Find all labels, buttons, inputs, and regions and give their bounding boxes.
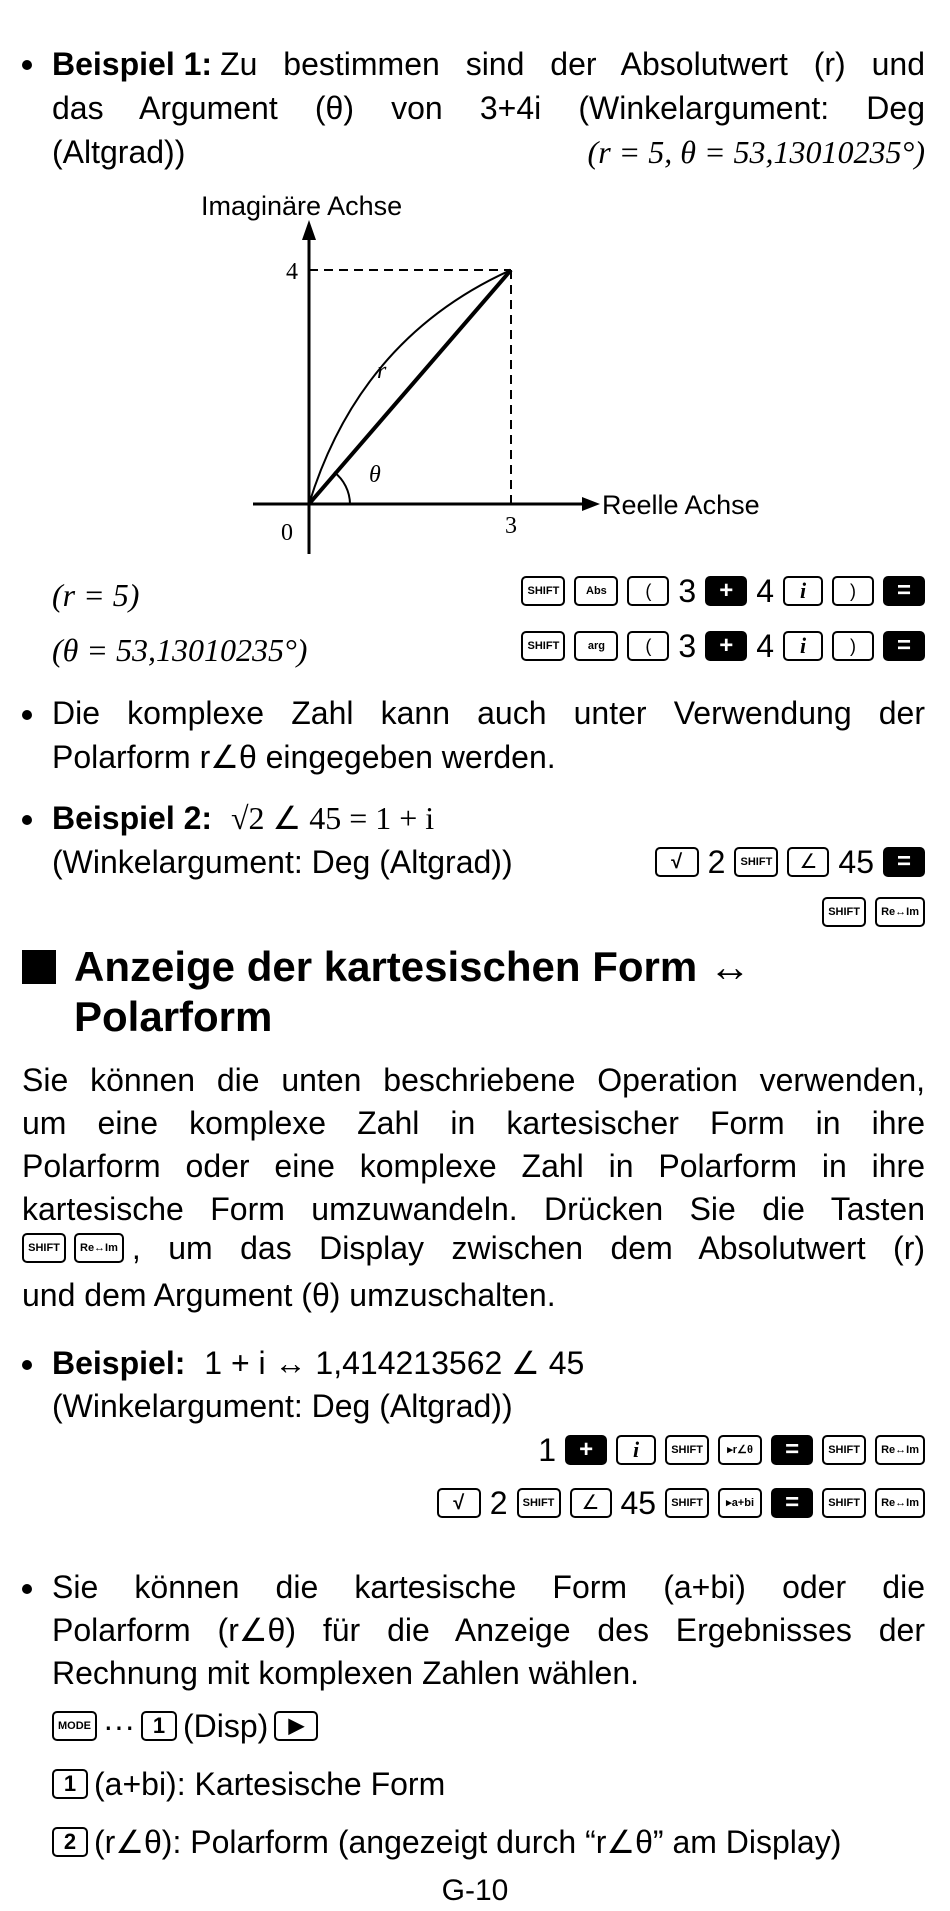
open-paren-key[interactable]: (	[627, 576, 669, 606]
i-key[interactable]: i	[616, 1435, 656, 1465]
open-paren-key[interactable]: (	[627, 631, 669, 661]
intro-line2: um eine komplexe Zahl in kartesischer Form in ihre	[22, 1105, 925, 1141]
example1-text1: Zu bestimmen sind der Absolutwert (r) und	[220, 46, 925, 82]
example3-keys-row1	[538, 1434, 925, 1466]
example3-line2: (Winkelargument: Deg (Altgrad))	[52, 1388, 513, 1424]
i-key[interactable]: i	[783, 631, 823, 661]
r-label: r	[377, 358, 387, 384]
shift-key[interactable]: SHIFT	[822, 897, 866, 927]
intro-line3: Polarform oder eine komplexe Zahl in Polarform in ihre	[22, 1148, 925, 1184]
sqrt-key[interactable]: √	[437, 1488, 481, 1518]
bullet-dot	[22, 1584, 32, 1594]
theta-label: θ	[369, 462, 381, 488]
bullet-dot	[22, 1360, 32, 1370]
option-1-text: (a+bi): Kartesische Form	[94, 1766, 446, 1802]
example1-line3: (Altgrad))	[52, 134, 186, 170]
example2-keys-row2	[822, 897, 925, 927]
y-axis-label: Imaginäre Achse	[201, 191, 403, 221]
y-axis-arrow	[302, 220, 316, 240]
bullet-dot	[22, 815, 32, 825]
option-2-text: (r∠θ): Polarform (angezeigt durch “r∠θ” am Display)	[94, 1824, 842, 1860]
abs-key[interactable]: Abs	[574, 576, 618, 606]
digit-3: 3	[678, 628, 697, 664]
example1-label: Beispiel 1:	[52, 46, 213, 82]
digit-2: 2	[489, 1485, 508, 1521]
number-45: 45	[838, 844, 874, 880]
close-paren-key[interactable]: )	[832, 576, 874, 606]
re-im-key[interactable]: Re↔Im	[875, 897, 925, 927]
digit-4: 4	[756, 628, 774, 664]
polar-line2: Polarform r∠θ eingegeben werden.	[52, 739, 556, 775]
plus-key[interactable]: +	[705, 631, 747, 661]
plus-key[interactable]: +	[705, 576, 747, 606]
equals-key[interactable]: =	[883, 576, 925, 606]
equals-key[interactable]: =	[883, 847, 925, 877]
plus-key[interactable]: +	[565, 1435, 607, 1465]
shift-key[interactable]: SHIFT	[521, 631, 565, 661]
example2-keys-row1	[655, 846, 925, 878]
to-polar-key[interactable]: ▸r∠θ	[718, 1435, 762, 1465]
intro-line6: und dem Argument (θ) umzuschalten.	[22, 1277, 556, 1313]
intro-line1: Sie können die unten beschriebene Operation verwenden,	[22, 1062, 925, 1098]
section-title-line1: Anzeige der kartesischen Form ↔	[74, 943, 751, 990]
shift-key[interactable]: SHIFT	[517, 1488, 561, 1518]
example2-formula: √2 ∠ 45 = 1 + i	[230, 800, 435, 836]
x-axis-label: Reelle Achse	[602, 490, 760, 520]
keys-abs-row	[521, 575, 925, 607]
x-axis-arrow	[582, 497, 600, 511]
number-45: 45	[620, 1485, 657, 1521]
to-rect-key[interactable]: ▸a+bi	[718, 1488, 762, 1518]
angle-key[interactable]: ∠	[570, 1488, 612, 1518]
digit-2: 2	[707, 844, 726, 880]
example3-keys-row2	[437, 1487, 925, 1519]
example3-label: Beispiel:	[52, 1345, 186, 1381]
mode-option-2	[52, 1826, 841, 1858]
example2-label: Beispiel 2:	[52, 800, 213, 836]
key-1[interactable]: 1	[141, 1711, 177, 1741]
intro-line5-text: , um das Display zwischen dem Absolutwert (r)	[131, 1230, 925, 1266]
ellipsis-dots: ···	[103, 1708, 135, 1744]
display-line1: Sie können die kartesische Form (a+bi) oder die	[52, 1569, 925, 1605]
key-2[interactable]: 2	[52, 1827, 88, 1857]
result-theta: (θ = 53,13010235°)	[52, 632, 308, 668]
origin-label: 0	[281, 520, 293, 546]
re-im-key[interactable]: Re↔Im	[74, 1233, 124, 1263]
example2-line1	[52, 802, 434, 834]
example2-line2: (Winkelargument: Deg (Altgrad))	[52, 844, 513, 880]
section-title-line2: Polarform	[74, 993, 273, 1040]
right-arrow-key[interactable]: ▶	[274, 1711, 318, 1741]
theta-arc	[334, 472, 350, 504]
page-number: G-10	[441, 1874, 509, 1907]
polar-line1: Die komplexe Zahl kann auch unter Verwendung der	[52, 695, 925, 731]
digit-3: 3	[678, 573, 697, 609]
example1-result: (r = 5, θ = 53,13010235°)	[587, 134, 925, 170]
i-key[interactable]: i	[783, 576, 823, 606]
digit-4: 4	[756, 573, 774, 609]
example1-line2: das Argument (θ) von 3+4i (Winkelargument: Deg	[52, 90, 925, 126]
equals-key[interactable]: =	[771, 1488, 813, 1518]
mode-option-1	[52, 1768, 445, 1800]
intro-line4: kartesische Form umzuwandeln. Drücken Sie die Tasten	[22, 1191, 925, 1227]
digit-1: 1	[538, 1432, 557, 1468]
equals-key[interactable]: =	[771, 1435, 813, 1465]
disp-label: (Disp)	[182, 1708, 269, 1744]
shift-key[interactable]: SHIFT	[665, 1435, 709, 1465]
example1-line1	[52, 48, 925, 80]
intro-line5	[22, 1232, 925, 1264]
vector-r	[309, 270, 511, 504]
shift-key[interactable]: SHIFT	[734, 847, 778, 877]
example3-formula: 1 + i ↔ 1,414213562 ∠ 45	[204, 1345, 585, 1381]
x-tick-label: 3	[505, 513, 517, 539]
keys-arg-row	[521, 630, 925, 662]
shift-key[interactable]: SHIFT	[22, 1233, 66, 1263]
close-paren-key[interactable]: )	[832, 631, 874, 661]
mode-sequence	[52, 1710, 318, 1742]
arg-key[interactable]: arg	[574, 631, 618, 661]
mode-key[interactable]: MODE	[52, 1711, 97, 1741]
display-line2: Polarform (r∠θ) für die Anzeige des Ergebnisses der	[52, 1612, 925, 1648]
shift-key[interactable]: SHIFT	[822, 1488, 866, 1518]
sqrt-key[interactable]: √	[655, 847, 699, 877]
display-line3: Rechnung mit komplexen Zahlen wählen.	[52, 1655, 639, 1691]
bullet-dot	[22, 60, 32, 70]
re-im-key[interactable]: Re↔Im	[875, 1488, 925, 1518]
bullet-dot	[22, 710, 32, 720]
shift-key[interactable]: SHIFT	[665, 1488, 709, 1518]
shift-key[interactable]: SHIFT	[822, 1435, 866, 1465]
result-r: (r = 5)	[52, 577, 140, 613]
example3-line1	[52, 1347, 584, 1379]
section-square-icon	[22, 950, 56, 984]
re-im-key[interactable]: Re↔Im	[875, 1435, 925, 1465]
key-1[interactable]: 1	[52, 1769, 88, 1799]
complex-plane-diagram	[0, 188, 950, 558]
angle-key[interactable]: ∠	[787, 847, 829, 877]
shift-key[interactable]: SHIFT	[521, 576, 565, 606]
equals-key[interactable]: =	[883, 631, 925, 661]
y-tick-label: 4	[286, 259, 298, 285]
